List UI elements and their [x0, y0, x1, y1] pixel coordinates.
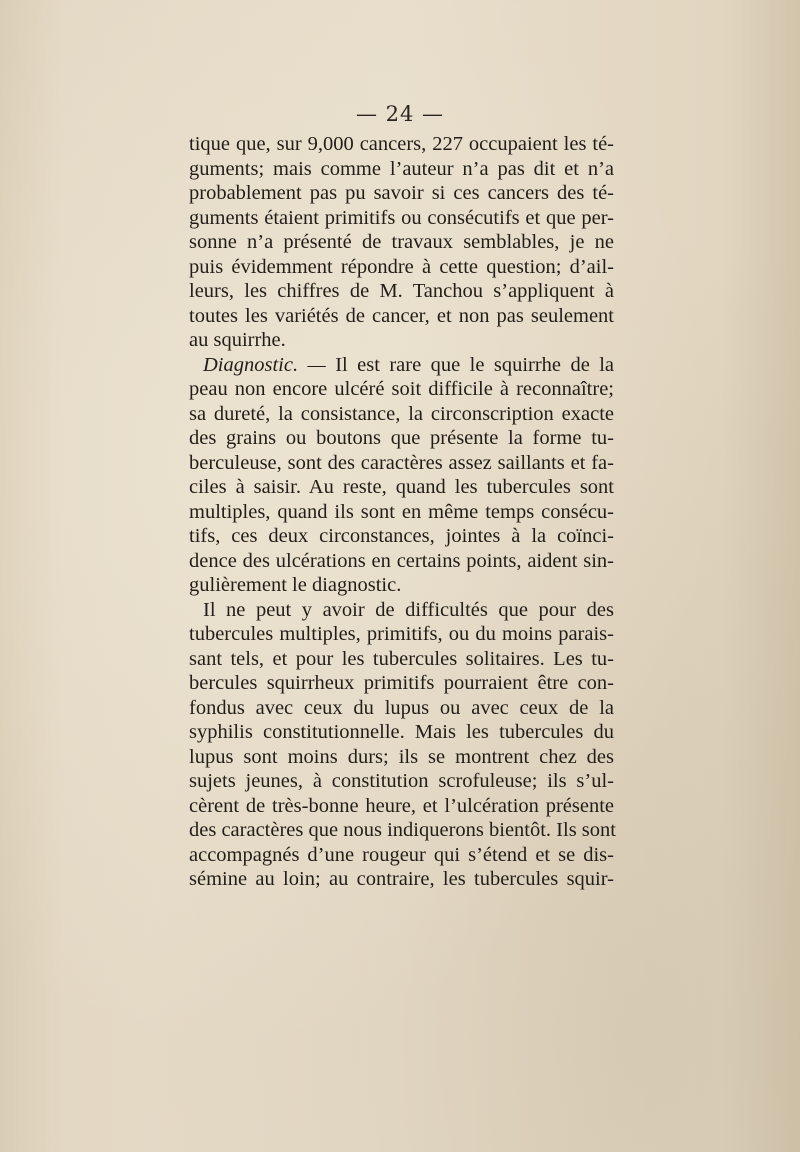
text-line: tubercules multiples, primitifs, ou du moins parais- — [189, 623, 614, 645]
text-line: ciles à saisir. Au reste, quand les tubercules sont — [189, 476, 614, 498]
text-line: berculeuse, sont des caractères assez saillants et fa- — [189, 451, 614, 474]
page-number: — 24 — — [355, 102, 445, 126]
text-line: des grains ou boutons que présente la forme tu- — [189, 427, 614, 449]
text-line: guments; mais comme l’auteur n’a pas dit et n’a — [189, 157, 614, 180]
section-heading: Diagnostic. — — [203, 353, 326, 376]
text-line: peau non encore ulcéré soit difficile à reconnaître; — [189, 378, 614, 400]
text-line: Il est rare que le squirrhe de la — [335, 353, 615, 376]
text-line: sonne n’a présenté de travaux semblables, je ne — [189, 231, 614, 253]
text-line: multiples, quand ils sont en même temps consécu- — [189, 500, 614, 523]
text-line: sujets jeunes, à constitution scrofuleuse; ils s’ul- — [189, 770, 614, 792]
text-line: puis évidemment répondre à cette question; d’ail- — [189, 255, 614, 278]
text-line: tique que, sur 9,000 cancers, 227 occupaient les té- — [189, 133, 614, 155]
text-line: guments étaient primitifs ou consécutifs et que per- — [189, 206, 614, 229]
text-line: syphilis constitutionnelle. Mais les tubercules du — [189, 721, 614, 743]
text-line: sa dureté, la consistance, la circonscription exacte — [189, 402, 614, 425]
text-line: toutes les variétés de cancer, et non pas seulement — [189, 304, 614, 327]
text-line: au squirrhe. — [189, 329, 286, 351]
text-line: fondus avec ceux du lupus ou avec ceux de la — [189, 696, 614, 719]
text-line: accompagnés d’une rougeur qui s’étend et se dis- — [189, 843, 614, 866]
text-line: dence des ulcérations en certains points, aident sin- — [189, 549, 614, 572]
text-line: sant tels, et pour les tubercules solitaires. Les tu- — [189, 647, 614, 670]
text-line: gulièrement le diagnostic. — [189, 574, 402, 596]
text-line: leurs, les chiffres de M. Tanchou s’appliquent à — [189, 280, 614, 302]
text-line: tifs, ces deux circonstances, jointes à la coïnci- — [189, 525, 614, 547]
text-line: Il ne peut y avoir de difficultés que pour des — [203, 598, 614, 621]
paragraph-first-line — [189, 353, 614, 378]
text-line: cèrent de très-bonne heure, et l’ulcération présente — [189, 794, 614, 817]
text-line: lupus sont moins durs; ils se montrent chez des — [189, 745, 614, 768]
text-line: probablement pas pu savoir si ces cancers des té- — [189, 182, 614, 204]
text-line: des caractères que nous indiquerons bientôt. Ils sont — [189, 819, 616, 841]
body-text — [189, 132, 614, 892]
text-line: bercules squirrheux primitifs pourraient être con- — [189, 672, 614, 694]
text-line: sémine au loin; au contraire, les tubercules squir- — [189, 868, 614, 890]
